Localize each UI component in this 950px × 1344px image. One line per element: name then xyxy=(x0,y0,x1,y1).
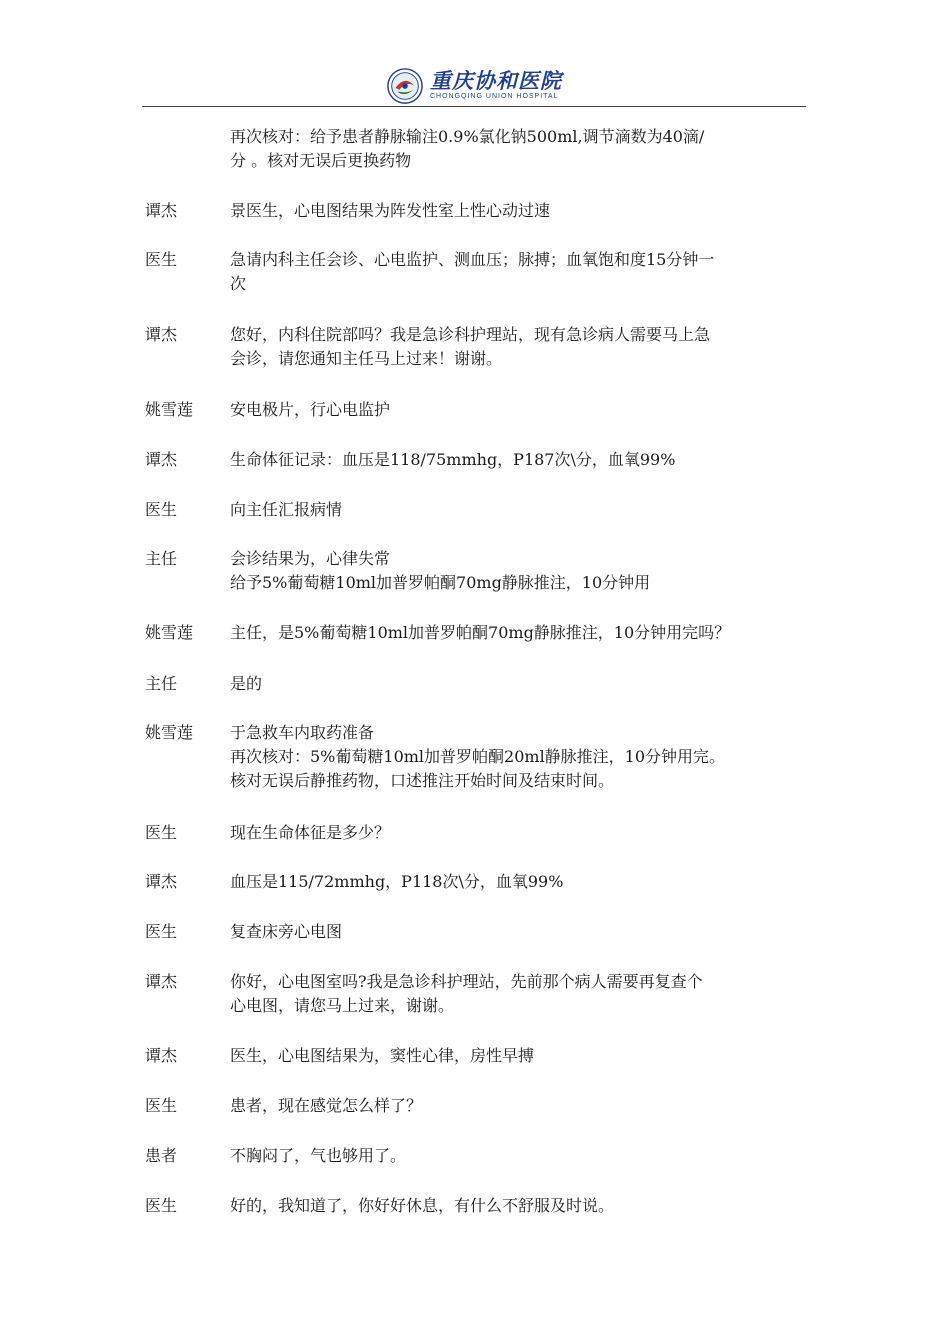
speaker-name: 医生 xyxy=(145,250,178,269)
dialogue-text xyxy=(230,672,810,696)
dialogue-text xyxy=(230,1194,810,1218)
dialogue-text xyxy=(230,323,810,371)
dialogue-text xyxy=(230,1044,810,1068)
speaker-name: 姚雪莲 xyxy=(145,623,194,642)
speaker-name: 患者 xyxy=(145,1146,178,1165)
page-header xyxy=(0,60,950,108)
hospital-logo xyxy=(386,66,562,106)
dialogue-line: 心电图，请您马上过来，谢谢。 xyxy=(230,996,455,1015)
dialogue-line: 现在生命体征是多少？ xyxy=(230,823,391,842)
dialogue-line: 安电极片，行心电监护 xyxy=(230,400,391,419)
dialogue-text xyxy=(230,498,810,522)
speaker-name: 医生 xyxy=(145,1196,178,1215)
dialogue-text xyxy=(230,547,810,595)
dialogue-line: 您好，内科住院部吗？我是急诊科护理站，现有急诊病人需要马上急 xyxy=(230,325,711,344)
dialogue-line: 复查床旁心电图 xyxy=(230,922,343,941)
hospital-emblem-icon xyxy=(386,67,424,105)
logo-english-name: CHONGQING UNION HOSPITAL xyxy=(430,93,559,100)
speaker-name: 谭杰 xyxy=(145,450,178,469)
speaker-name: 主任 xyxy=(145,549,178,568)
dialogue-line: 次 xyxy=(230,274,247,293)
dialogue-line: 你好，心电图室吗?我是急诊科护理站，先前那个病人需要再复查个 xyxy=(230,972,703,991)
dialogue-line: 好的，我知道了，你好好休息，有什么不舒服及时说。 xyxy=(230,1196,615,1215)
dialogue-text xyxy=(230,970,810,1018)
speaker-name: 姚雪莲 xyxy=(145,723,194,742)
speaker-name: 医生 xyxy=(145,823,178,842)
dialogue-line: 是的 xyxy=(230,674,263,693)
speaker-name: 主任 xyxy=(145,674,178,693)
dialogue-line: 生命体征记录：血压是118/75mmhg，P187次\分，血氧99% xyxy=(230,450,676,469)
speaker-name: 谭杰 xyxy=(145,872,178,891)
dialogue-line: 向主任汇报病情 xyxy=(230,500,343,519)
speaker-name: 谭杰 xyxy=(145,325,178,344)
dialogue-text xyxy=(230,621,810,645)
speaker-name: 医生 xyxy=(145,922,178,941)
dialogue-text xyxy=(230,1094,810,1118)
dialogue-line: 给予5%葡萄糖10ml加普罗帕酮70mg静脉推注，10分钟用 xyxy=(230,573,651,592)
dialogue-text xyxy=(230,398,810,422)
dialogue-line: 会诊结果为，心律失常 xyxy=(230,549,391,568)
logo-chinese-name: 重庆协和医院 xyxy=(430,68,562,93)
header-divider xyxy=(142,106,806,107)
dialogue-line: 患者，现在感觉怎么样了？ xyxy=(230,1096,423,1115)
dialogue-text xyxy=(230,125,810,173)
dialogue-line: 再次核对：给予患者静脉输注0.9%氯化钠500ml,调节滴数为40滴/ xyxy=(230,127,705,146)
dialogue-line: 急请内科主任会诊、心电监护、测血压；脉搏；血氧饱和度15分钟一 xyxy=(230,250,715,269)
dialogue-line: 分 。核对无误后更换药物 xyxy=(230,151,412,170)
speaker-name: 医生 xyxy=(145,500,178,519)
dialogue-text xyxy=(230,448,810,472)
dialogue-text xyxy=(230,199,810,223)
dialogue-line: 会诊，请您通知主任马上过来！谢谢。 xyxy=(230,349,503,368)
dialogue-text xyxy=(230,721,810,793)
speaker-name: 谭杰 xyxy=(145,972,178,991)
dialogue-line: 血压是115/72mmhg，P118次\分，血氧99% xyxy=(230,872,564,891)
dialogue-line: 不胸闷了，气也够用了。 xyxy=(230,1146,407,1165)
speaker-name: 谭杰 xyxy=(145,1046,178,1065)
dialogue-text xyxy=(230,870,810,894)
speaker-name: 医生 xyxy=(145,1096,178,1115)
dialogue-line: 主任，是5%葡萄糖10ml加普罗帕酮70mg静脉推注，10分钟用完吗？ xyxy=(230,623,731,642)
dialogue-line: 景医生，心电图结果为阵发性室上性心动过速 xyxy=(230,201,551,220)
dialogue-line: 再次核对：5%葡萄糖10ml加普罗帕酮20ml静脉推注，10分钟用完。 xyxy=(230,747,726,766)
dialogue-text xyxy=(230,1144,810,1168)
speaker-name: 谭杰 xyxy=(145,201,178,220)
speaker-name: 姚雪莲 xyxy=(145,400,194,419)
dialogue-line: 于急救车内取药准备 xyxy=(230,723,375,742)
dialogue-line: 核对无误后静推药物，口述推注开始时间及结束时间。 xyxy=(230,771,615,790)
dialogue-line: 医生，心电图结果为，窦性心律，房性早搏 xyxy=(230,1046,535,1065)
dialogue-text xyxy=(230,920,810,944)
dialogue-text xyxy=(230,821,810,845)
dialogue-text xyxy=(230,248,810,296)
